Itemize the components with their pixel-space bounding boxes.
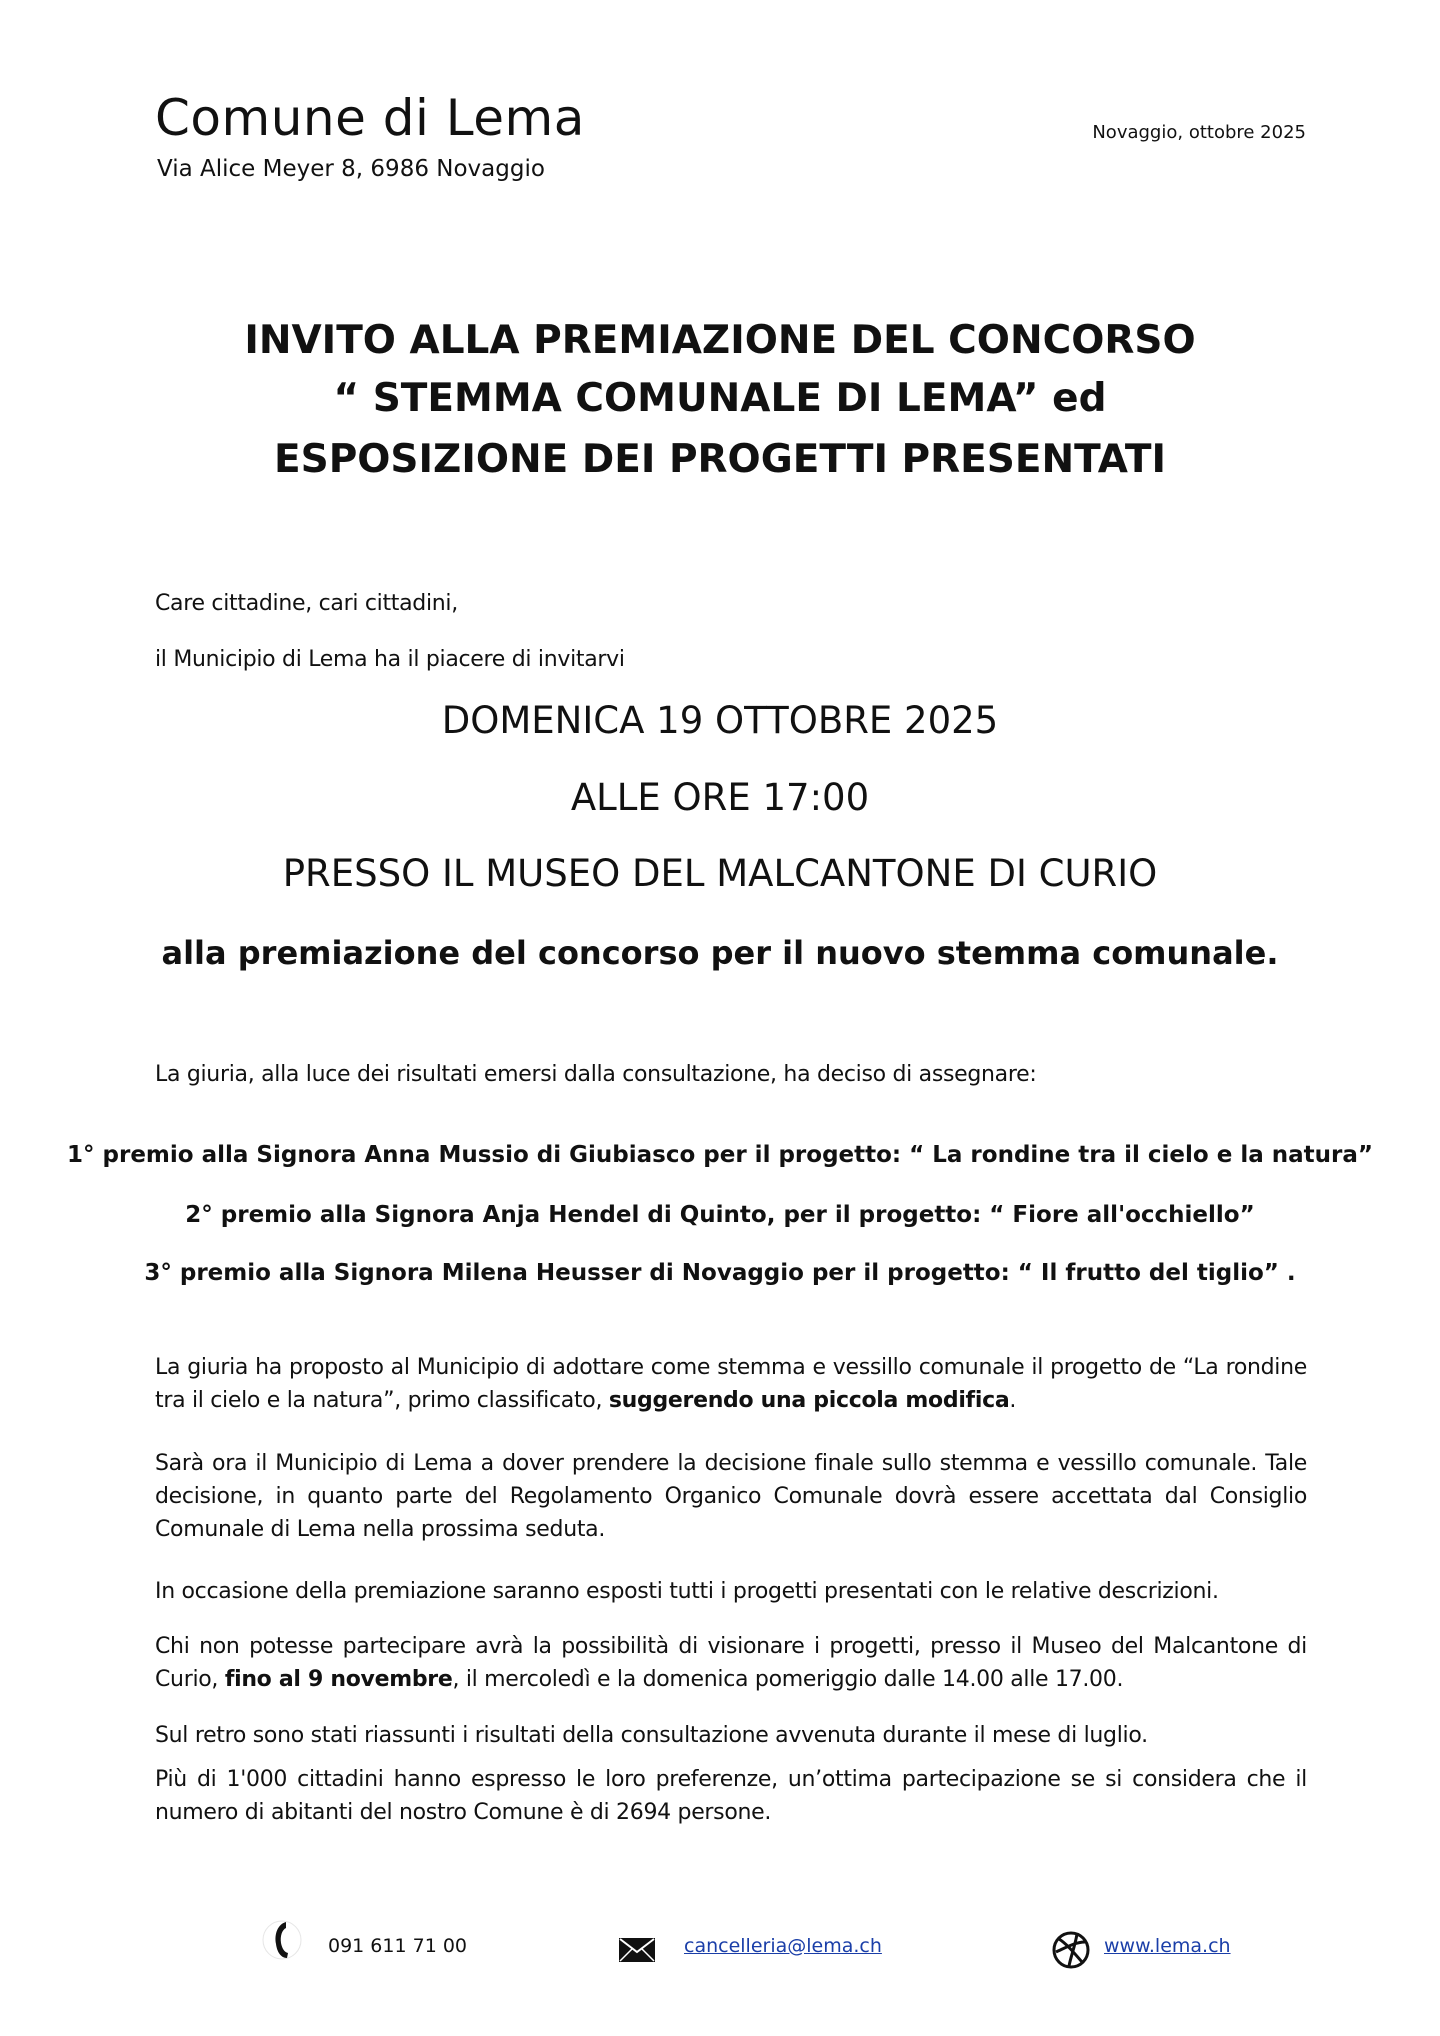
envelope-icon — [617, 1930, 657, 1970]
globe-icon — [1051, 1930, 1091, 1970]
paragraph-exhibition: In occasione della premiazione saranno esposti tutti i progetti presentati con le relative descrizioni. — [155, 1579, 1219, 1604]
organization-name: Comune di Lema — [155, 89, 585, 147]
jury-intro: La giuria, alla luce dei risultati emersi dalla consultazione, ha deciso di assegnare: — [155, 1062, 1037, 1087]
paragraph-visit-info: Chi non potesse partecipare avrà la possibilità di visionare i progetti, presso il Museo del Malcantone di Curio, fino al 9 novembre, il mercoledì e la domenica pomeriggio dalle 14.00 alle 17.00. — [155, 1634, 1307, 1692]
greeting: Care cittadine, cari cittadini, — [155, 591, 458, 616]
phone-icon — [262, 1920, 302, 1960]
intro-text: il Municipio di Lema ha il piacere di invitarvi — [155, 647, 625, 672]
event-date: DOMENICA 19 OTTOBRE 2025 — [441, 699, 999, 742]
paragraph-municipal-decision: Sarà ora il Municipio di Lema a dover prendere la decisione finale sullo stemma e vessillo comunale. Tale decisione, in quanto parte del Regolamento Organico Comunale dovrà essere accettata dal Consiglio Comunale di Lema nella prossima seduta. — [155, 1451, 1307, 1542]
footer-website-link[interactable]: www.lema.ch — [1104, 1935, 1231, 1957]
event-purpose: alla premiazione del concorso per il nuovo stemma comunale. — [161, 934, 1279, 972]
title-line-1: INVITO ALLA PREMIAZIONE DEL CONCORSO — [244, 318, 1196, 363]
place-date: Novaggio, ottobre 2025 — [1092, 122, 1306, 143]
paragraph-consultation: Sul retro sono stati riassunti i risultati della consultazione avvenuta durante il mese di luglio. — [155, 1723, 1148, 1748]
paragraph-jury-proposal: La giuria ha proposto al Municipio di adottare come stemma e vessillo comunale il progetto de “La rondine tra il cielo e la natura”, primo classificato, suggerendo una piccola modifica. — [155, 1355, 1307, 1413]
footer-email-link[interactable]: cancelleria@lema.ch — [684, 1935, 882, 1957]
title-line-2: “ STEMMA COMUNALE DI LEMA” ed — [333, 376, 1107, 421]
event-time: ALLE ORE 17:00 — [570, 776, 870, 819]
prize-third: 3° premio alla Signora Milena Heusser di Novaggio per il progetto: “ Il frutto del tiglio” . — [144, 1260, 1296, 1286]
paragraph-jury-proposal-highlight: suggerendo una piccola modifica — [608, 1388, 1010, 1413]
footer-phone: 091 611 71 00 — [328, 1935, 468, 1957]
title-line-3: ESPOSIZIONE DEI PROGETTI PRESENTATI — [273, 437, 1167, 482]
paragraph-visit-deadline: fino al 9 novembre — [224, 1667, 453, 1692]
event-location: PRESSO IL MUSEO DEL MALCANTONE DI CURIO — [282, 852, 1158, 895]
paragraph-participation: Più di 1'000 cittadini hanno espresso le loro preferenze, un’ottima partecipazione se si considera che il numero di abitanti del nostro Comune è di 2694 persone. — [155, 1767, 1307, 1825]
organization-address: Via Alice Meyer 8, 6986 Novaggio — [157, 156, 545, 182]
prize-second: 2° premio alla Signora Anja Hendel di Quinto, per il progetto: “ Fiore all'occhiello” — [185, 1202, 1255, 1228]
prize-first: 1° premio alla Signora Anna Mussio di Giubiasco per il progetto: “ La rondine tra il cielo e la natura” — [67, 1142, 1373, 1168]
